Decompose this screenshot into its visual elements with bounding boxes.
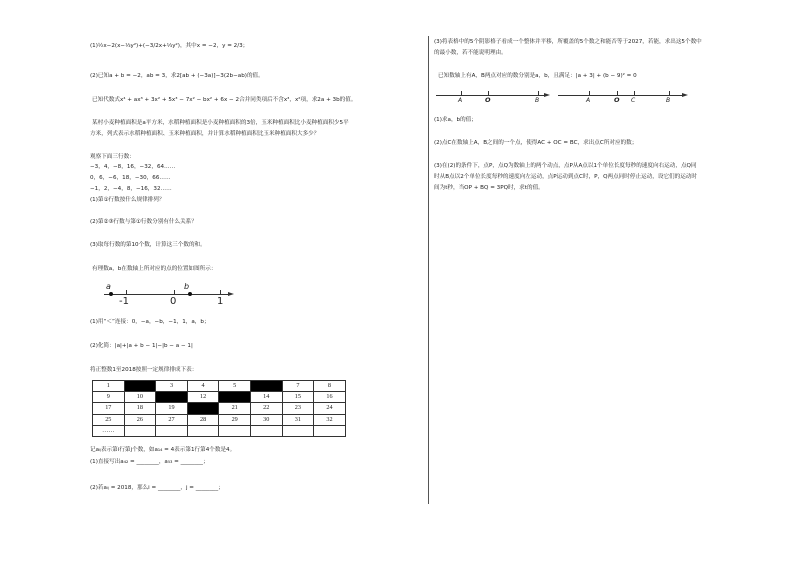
table-intro: 将正整数1至2018按照一定规律排成下表： — [90, 367, 198, 373]
label-zero: 0 — [170, 296, 177, 307]
number-line-arrow — [228, 292, 234, 296]
table-cell — [314, 425, 346, 436]
table-row — [93, 414, 346, 425]
table-cell: 22 — [250, 403, 282, 414]
table-cell: 14 — [250, 392, 282, 403]
table-cell: 8 — [314, 381, 346, 392]
table-cell: 27 — [156, 414, 188, 425]
label-a: a — [106, 282, 111, 291]
sequence-row-3: −1，2，−4，8，−16，32…… — [90, 186, 172, 192]
table-row — [93, 381, 346, 392]
table-cell: …… — [93, 425, 125, 436]
tick-C-2 — [634, 91, 635, 95]
label-one: 1 — [217, 296, 224, 307]
table-cell: 25 — [93, 414, 125, 425]
label-C-2: C — [631, 97, 636, 104]
table-row — [93, 392, 346, 403]
table-question-3-line2: 的最小数，若不能说明理由。 — [434, 50, 507, 56]
numberline-question-3-line1: (3)在(2)的条件下，点P，点Q为数轴上的两个动点，点P从A点以1个单位长度每秒的速度向右运动，点Q同 — [434, 163, 697, 169]
table-cell: 15 — [282, 392, 314, 403]
tick-one — [220, 290, 221, 294]
sequence-row-2: 0，6，−6，18，−30，66…… — [90, 175, 171, 181]
column-divider — [428, 36, 429, 504]
table-question-2: (2)若aᵢⱼ = 2018，那么i = ________，j = ________； — [90, 485, 224, 491]
tick-O-1 — [488, 91, 489, 95]
table-cell: 16 — [314, 392, 346, 403]
table-cell: 12 — [187, 392, 219, 403]
table-cell: 30 — [250, 414, 282, 425]
sequence-intro: 观察下面三行数： — [90, 154, 135, 160]
tick-A-2 — [589, 91, 590, 95]
tick-B-2 — [669, 91, 670, 95]
table-cell: 29 — [219, 414, 251, 425]
label-minus-one: -1 — [119, 296, 129, 307]
label-A-2: A — [586, 97, 591, 104]
table-cell — [250, 425, 282, 436]
table-cell: 5 — [219, 381, 251, 392]
question-area-line2: 方米，列式表示水稻种植面积、玉米种植面积，并计算水稻种植面积比玉米种植面积大多少？ — [90, 131, 320, 137]
table-cell: 10 — [124, 392, 156, 403]
table-cell — [156, 425, 188, 436]
table-cell: 31 — [282, 414, 314, 425]
number-line-2-arrow — [682, 93, 688, 97]
tick-zero — [174, 290, 175, 294]
number-line-axis — [104, 294, 228, 295]
question-polynomial: 已知代数式x⁴ + ax³ + 3x² + 5x³ − 7x² − bx² + 6x − 2合并同类项后不含x³，x²项，求2a + 3b的值。 — [92, 97, 357, 103]
table-cell: 4 — [187, 381, 219, 392]
table-cell: 21 — [219, 403, 251, 414]
question-evaluate-1: (1)½x−2(x−⅓y²)+(−3/2x+⅓y²)，其中x = −2，y = 2/3； — [90, 43, 249, 49]
shaded-cell — [124, 381, 156, 392]
sequence-question-3: (3)取每行数的第10个数，计算这三个数的和。 — [90, 242, 206, 248]
tick-B-1 — [538, 91, 539, 95]
table-cell — [282, 425, 314, 436]
label-b: b — [184, 282, 190, 291]
tick-A-1 — [461, 91, 462, 95]
rational-intro: 有理数a，b在数轴上所对应的点的位置如图所示： — [92, 266, 217, 272]
label-A-1: A — [458, 97, 463, 104]
table-cell — [124, 425, 156, 436]
table-row — [93, 403, 346, 414]
table-cell: 23 — [282, 403, 314, 414]
label-O-2: O — [614, 96, 620, 104]
shaded-cell — [250, 381, 282, 392]
numberline-question-3-line3: 间为t秒，当OP + BQ = 3PQ时，求t的值。 — [434, 185, 544, 191]
label-B-2: B — [666, 97, 671, 104]
table-cell: 9 — [93, 392, 125, 403]
question-area-line1: 某村小麦种植面积是a平方米，水稻种植面积是小麦种植面积的3倍，玉米种植面积比小麦种植面积少5平 — [92, 120, 349, 126]
label-B-1: B — [535, 97, 540, 104]
table-question-1: (1)直接写出a₄₂ = ________，a₅₃ = ________； — [90, 459, 209, 465]
table-cell: 17 — [93, 403, 125, 414]
table-cell: 28 — [187, 414, 219, 425]
point-a-dot — [109, 292, 113, 296]
number-line-2-axis — [558, 95, 682, 96]
sequence-question-1: (1)第①行数按什么规律排列？ — [90, 197, 165, 203]
tick-O-2 — [617, 91, 618, 95]
rational-question-2: (2)化简：|a|+|a + b − 1|−|b − a − 1| — [90, 343, 193, 349]
table-cell: 24 — [314, 403, 346, 414]
shaded-cell — [187, 403, 219, 414]
numberline-question-3-line2: 时从B点以2个单位长度每秒的速度向左运动，点P运动到点C时，P，Q两点同时停止运动，设它们的运动时 — [434, 174, 697, 180]
numberline-question-2: (2)点C在数轴上A，B之间的一个点，使得AC + OC = BC，求出点C所对应的数； — [434, 140, 638, 146]
numberline-question-1: (1)求a，b的值； — [434, 117, 477, 123]
table-row — [93, 425, 346, 436]
tick-minus-one — [126, 290, 127, 294]
table-cell: 7 — [282, 381, 314, 392]
sequence-question-2: (2)第②③行数与第①行数分别有什么关系？ — [90, 219, 197, 225]
point-b-dot — [188, 292, 192, 296]
shaded-cell — [219, 392, 251, 403]
numberline-problem-intro: 已知数轴上有A，B两点对应的数分别是a，b，且满足：|a + 3| + (b − 9)² = 0 — [438, 73, 637, 79]
label-O-1: O — [485, 96, 491, 104]
table-cell: 18 — [124, 403, 156, 414]
rational-question-1: (1)用“＜”连接：0，−a，−b，−1，1，a，b； — [90, 319, 210, 325]
table-cell: 1 — [93, 381, 125, 392]
sequence-row-1: −3，4，−8，16，−32，64…… — [90, 164, 176, 170]
number-line-1-arrow — [544, 93, 550, 97]
table-cell: 26 — [124, 414, 156, 425]
table-cell: 32 — [314, 414, 346, 425]
table-note: 记aᵢⱼ表示第i行第j个数，如a₁₄ = 4表示第1行第4个数是4。 — [90, 447, 236, 453]
question-evaluate-2: (2)已知a + b = −2，ab = 3，求2[ab + (−3a)]−3(2b−ab)的值。 — [90, 73, 264, 79]
table-cell: 19 — [156, 403, 188, 414]
number-table — [92, 380, 346, 437]
table-cell — [187, 425, 219, 436]
shaded-cell — [156, 392, 188, 403]
table-cell: 3 — [156, 381, 188, 392]
table-cell — [219, 425, 251, 436]
table-question-3-line1: (3)将表格中的5个阴影格子看成一个整体并平移，所覆盖的5个数之和能否等于2027，若能，求出这5个数中 — [434, 39, 702, 45]
